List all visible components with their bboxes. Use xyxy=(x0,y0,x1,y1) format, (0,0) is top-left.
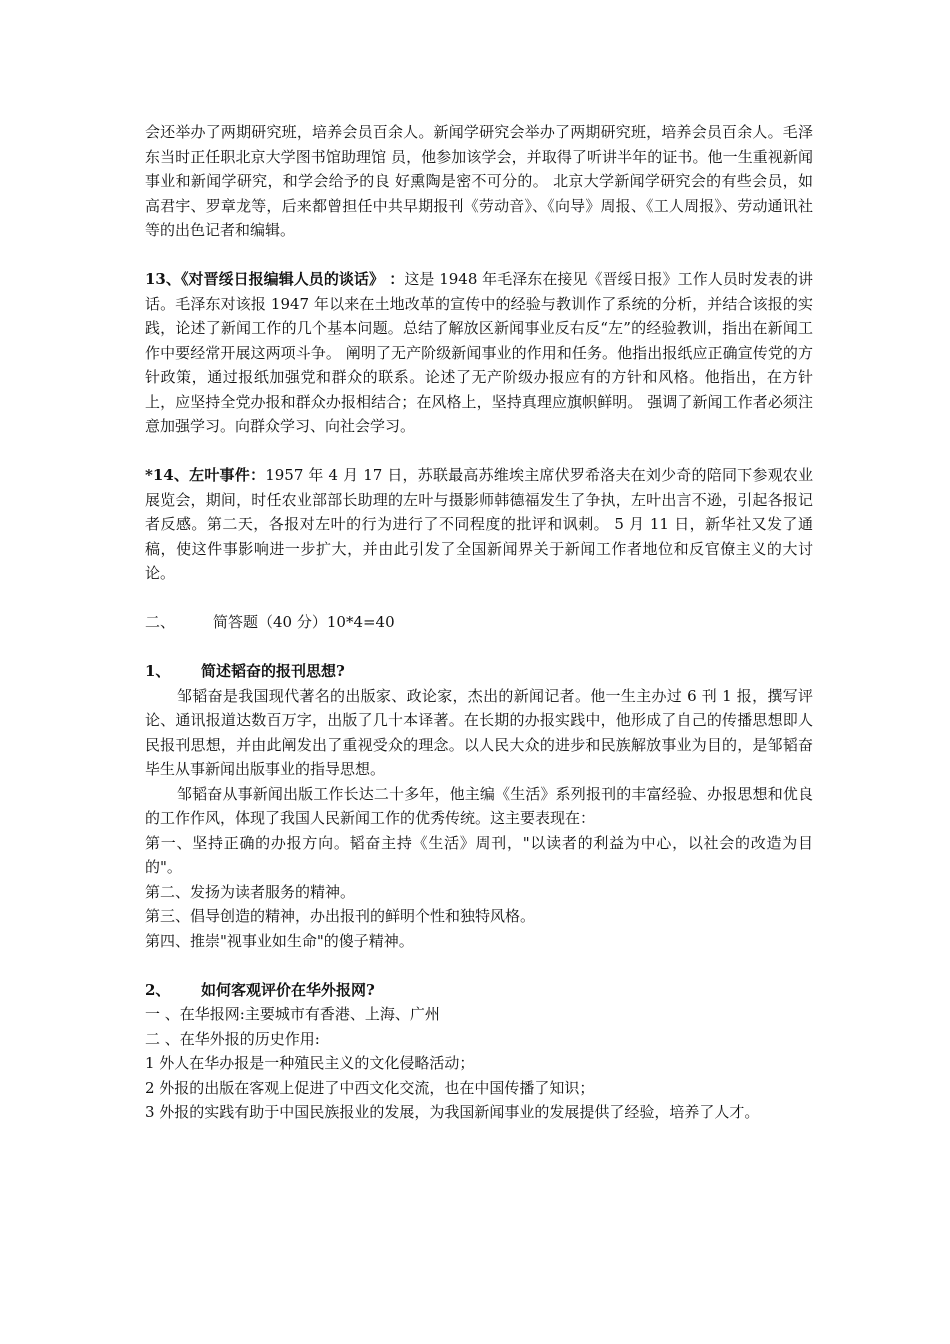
term-14 xyxy=(145,463,813,586)
question-2-line: 一 、在华报网:主要城市有香港、上海、广州 xyxy=(145,1005,440,1023)
question-1-point: 第一、坚持正确的办报方向。韬奋主持《生活》周刊，"以读者的利益为中心，以社会的改造为目的"。 xyxy=(145,833,813,876)
term-13-body: 这是 1948 年毛泽东在接见《晋绥日报》工作人员时发表的讲话。毛泽东对该报 1947 年以来在土地改革的宣传中的经验与教训作了系统的分析，并结合该报的实践，论述了新闻工作的几个基本问题。总结了解放区新闻事业反右反“左”的经验教训，指出在新闻工作中要经常开展这两项斗争。 阐明了无产阶级新闻事业的作用和任务。他指出报纸应正确宣传党的方针政策，通过报纸加强党和群众的联系。论述了无产阶级办报应有的方针和风格。他指出，在方针上，应坚持全党办报和群众办报相结合；在风格上，坚持真理应旗帜鲜明。 强调了新闻工作者必须注意加强学习。向群众学习、向社会学习。 xyxy=(145,270,813,435)
term-14-title: *14、左叶事件： xyxy=(145,466,266,484)
question-2-line: 2 外报的出版在客观上促进了中西文化交流，也在中国传播了知识； xyxy=(145,1078,595,1097)
question-1-point: 第四、推崇"视事业如生命"的傻子精神。 xyxy=(145,931,414,950)
question-1-point: 第二、发扬为读者服务的精神。 xyxy=(145,882,356,901)
question-2-number: 2、 xyxy=(145,980,171,999)
term-13-title: 13、《对晋绥日报编辑人员的谈话》 ： xyxy=(145,270,405,288)
question-2-heading xyxy=(145,978,813,1003)
intro-paragraph: 会还举办了两期研究班，培养会员百余人。新闻学研究会举办了两期研究班，培养会员百余人。毛泽东当时正任职北京大学图书馆助理馆 员，他参加该学会，并取得了听讲半年的证书。他一生重视新闻事业和新闻学研究，和学会给予的良 好熏陶是密不可分的。 北京大学新闻学研究会的有些会员，如高君宇、罗章龙等，后来都曾担任中共早期报刊《劳动音》、《向导》周报、《工人周报》、劳动通讯社等的出色记者和编辑。 xyxy=(145,123,813,239)
term-14-body: 1957 年 4 月 17 日，苏联最高苏维埃主席伏罗希洛夫在刘少奇的陪同下参观农业展览会，期间，时任农业部部长助理的左叶与摄影师韩德福发生了争执，左叶出言不逊，引起各报记者反感。第二天，各报对左叶的行为进行了不同程度的批评和讽刺。 5 月 11 日，新华社又发了通稿，使这件事影响进一步扩大，并由此引发了全国新闻界关于新闻工作者地位和反官僚主义的大讨论。 xyxy=(145,466,813,582)
question-1-paragraph-1: 邹韬奋是我国现代著名的出版家、政论家，杰出的新闻记者。他一生主办过 6 刊 1 报，撰写评论、通讯报道达数百万字，出版了几十本译著。在长期的办报实践中，他形成了自己的传播思想即人民报刊思想，并由此阐发出了重视受众的理念。以人民大众的进步和民族解放事业为目的，是邹韬奋毕生从事新闻出版事业的指导思想。 xyxy=(145,686,813,778)
term-13 xyxy=(145,267,813,439)
question-2-title: 如何客观评价在华外报网? xyxy=(201,980,375,999)
question-2-line: 1 外人在华办报是一种殖民主义的文化侵略活动； xyxy=(145,1054,475,1072)
question-1-title: 简述韬奋的报刊思想? xyxy=(201,662,345,680)
question-1-heading xyxy=(145,659,813,684)
section-title: 简答题（40 分）10*4=40 xyxy=(213,613,395,631)
question-2-line: 3 外报的实践有助于中国民族报业的发展，为我国新闻事业的发展提供了经验，培养了人才。 xyxy=(145,1103,760,1121)
question-1-paragraph-2: 邹韬奋从事新闻出版工作长达二十多年，他主编《生活》系列报刊的丰富经验、办报思想和优良的工作作风，体现了我国人民新闻工作的优秀传统。这主要表现在： xyxy=(145,784,813,827)
document-body xyxy=(145,120,813,1125)
question-2-line: 二 、在华外报的历史作用: xyxy=(145,1029,320,1048)
question-1-point: 第三、倡导创造的精神，办出报刊的鲜明个性和独特风格。 xyxy=(145,907,536,925)
question-1-number: 1、 xyxy=(145,662,171,680)
section-number: 二、 xyxy=(145,613,176,631)
section-heading xyxy=(145,610,813,635)
